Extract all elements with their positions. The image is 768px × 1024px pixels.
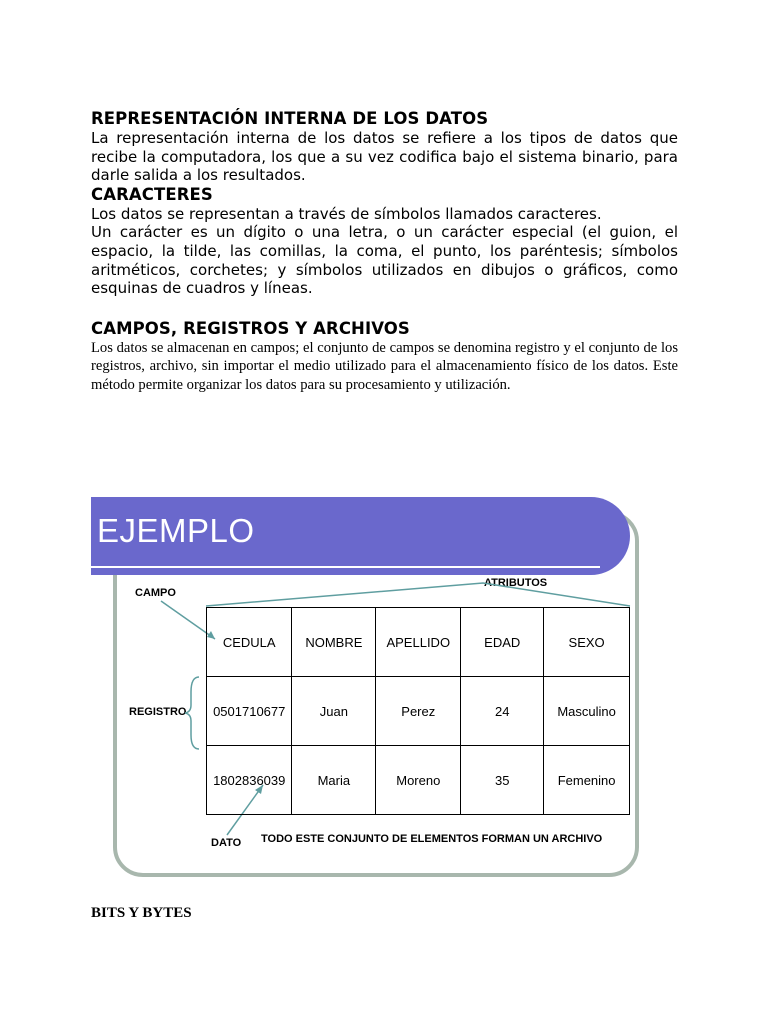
table-cell: Maria [292, 746, 376, 815]
header-cedula: CEDULA [207, 608, 292, 677]
atributos-bracket [206, 583, 630, 606]
paragraph-caracteres-1: Los datos se representan a través de símbolos llamados caracteres. [91, 204, 602, 223]
table-cell: Masculino [544, 677, 630, 746]
label-campo: CAMPO [135, 587, 176, 599]
figure-title: EJEMPLO [97, 512, 255, 549]
table-row [207, 746, 630, 815]
paragraph-campos: Los datos se almacenan en campos; el conjunto de campos se denomina registro y el conjunto de los registros, archivo, sin importar el medio utilizado para el almacenamiento físico de los datos. Este método permite organizar los datos para su procesamiento y utilización. [91, 339, 678, 393]
section-heading-campos: CAMPOS, REGISTROS Y ARCHIVOS [91, 318, 410, 338]
label-registro: REGISTRO [129, 706, 187, 718]
section-heading-caracteres: CARACTERES [91, 184, 213, 204]
section-heading-bits-bytes: BITS Y BYTES [91, 905, 192, 921]
header-sexo: SEXO [544, 608, 630, 677]
header-edad: EDAD [461, 608, 544, 677]
table-cell: 24 [461, 677, 544, 746]
paragraph-representacion: La representación interna de los datos se refiere a los tipos de datos que recibe la computadora, los que a su vez codifica bajo el sistema binario, para darle salida a los resultados. [91, 129, 678, 185]
label-caption: TODO ESTE CONJUNTO DE ELEMENTOS FORMAN UN ARCHIVO [261, 833, 603, 845]
header-apellido: APELLIDO [376, 608, 461, 677]
example-figure [91, 497, 641, 879]
table-row [207, 677, 630, 746]
table-cell: 1802836039 [207, 746, 292, 815]
section-heading-representacion: REPRESENTACIÓN INTERNA DE LOS DATOS [91, 109, 489, 128]
table-cell: 35 [461, 746, 544, 815]
example-table [206, 607, 630, 815]
table-cell: Juan [292, 677, 376, 746]
document-body [91, 109, 678, 394]
label-atributos: ATRIBUTOS [484, 577, 548, 589]
header-nombre: NOMBRE [292, 608, 376, 677]
registro-brace [185, 677, 199, 749]
table-cell: 0501710677 [207, 677, 292, 746]
table-cell: Femenino [544, 746, 630, 815]
table-header-row [207, 608, 630, 677]
table-cell: Perez [376, 677, 461, 746]
label-dato: DATO [211, 837, 242, 849]
table-cell: Moreno [376, 746, 461, 815]
paragraph-caracteres-2: Un carácter es un dígito o una letra, o un carácter especial (el guion, el espacio, la tilde, las comillas, la coma, el punto, los paréntesis; símbolos aritméticos, corchetes; y símbolos utilizados en dibujos o gráficos, como esquinas de cuadros y líneas. [91, 223, 678, 298]
